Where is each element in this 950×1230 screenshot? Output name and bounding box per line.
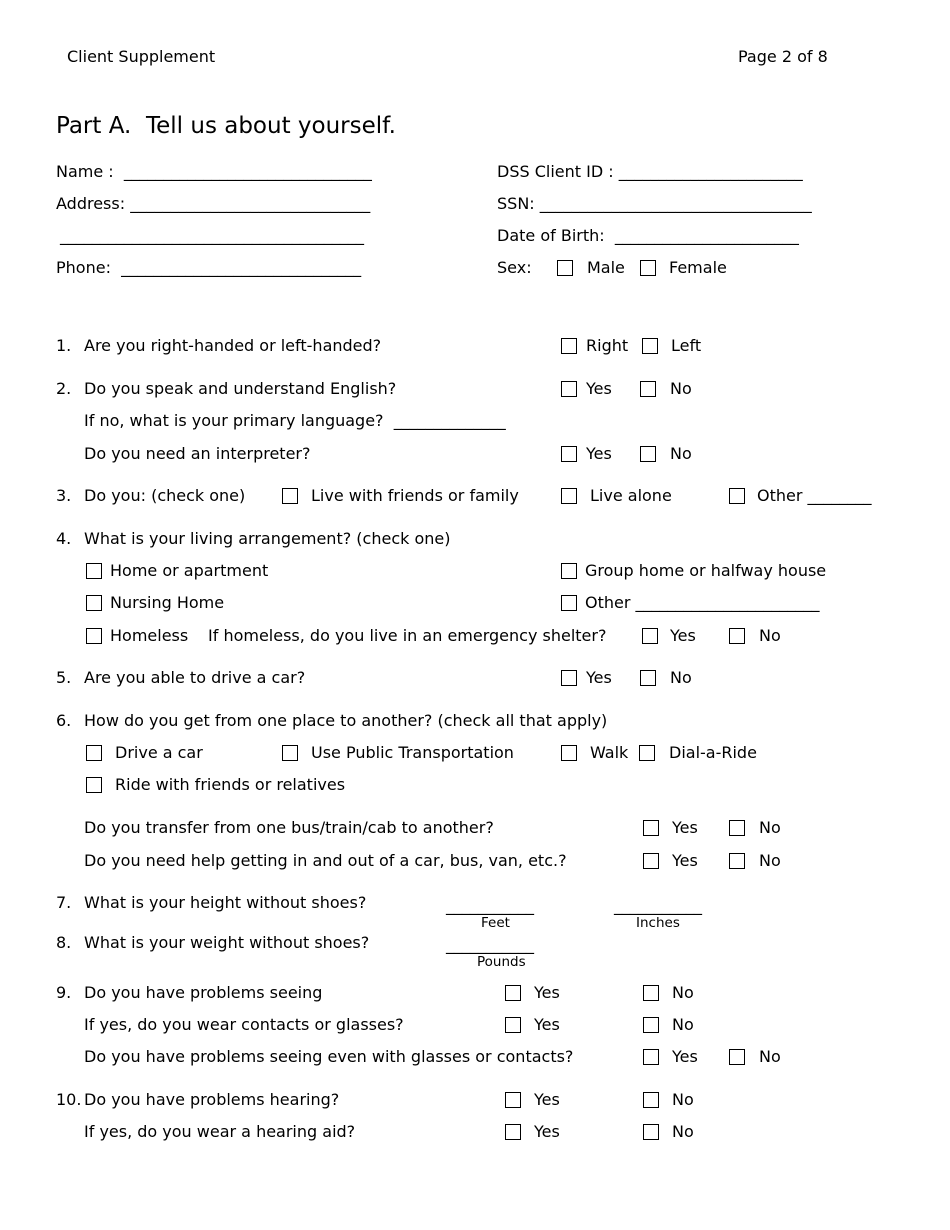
q6-drive-checkbox[interactable]	[86, 745, 102, 761]
q6-text: How do you get from one place to another? (check all that apply)	[84, 711, 608, 730]
q2-interpreter-yes-checkbox[interactable]	[561, 446, 577, 462]
q6-transfer-no-checkbox[interactable]	[729, 820, 745, 836]
q6-transfer-text: Do you transfer from one bus/train/cab to another?	[84, 818, 494, 837]
name-field[interactable]: Name : _______________________________	[56, 162, 372, 181]
q4-group-home-label: Group home or halfway house	[585, 561, 827, 580]
q10-hearing-aid-yes-checkbox[interactable]	[505, 1124, 521, 1140]
q4-shelter-no-label: No	[759, 626, 781, 645]
q6-help-no-label: No	[759, 851, 781, 870]
q5-number: 5.	[56, 668, 72, 687]
q9-yes-checkbox[interactable]	[505, 985, 521, 1001]
q4-nursing-home-label: Nursing Home	[110, 593, 225, 612]
q10-no-label: No	[672, 1090, 694, 1109]
sex-female-checkbox[interactable]	[640, 260, 656, 276]
q4-home-checkbox[interactable]	[86, 563, 102, 579]
q9-no-checkbox[interactable]	[643, 985, 659, 1001]
q4-shelter-yes-checkbox[interactable]	[642, 628, 658, 644]
q5-no-label: No	[670, 668, 692, 687]
q9-still-problems-yes-checkbox[interactable]	[643, 1049, 659, 1065]
q10-hearing-aid-no-label: No	[672, 1122, 694, 1141]
q1-left-checkbox[interactable]	[642, 338, 658, 354]
q10-hearing-aid-text: If yes, do you wear a hearing aid?	[84, 1122, 356, 1141]
q7-number: 7.	[56, 893, 72, 912]
q9-yes-label: Yes	[534, 983, 560, 1002]
address-line2-field[interactable]: ______________________________________	[60, 226, 364, 245]
q10-hearing-aid-yes-label: Yes	[534, 1122, 560, 1141]
q9-no-label: No	[672, 983, 694, 1002]
q9-still-problems-yes-label: Yes	[672, 1047, 698, 1066]
q10-hearing-aid-no-checkbox[interactable]	[643, 1124, 659, 1140]
q1-number: 1.	[56, 336, 72, 355]
q9-glasses-text: If yes, do you wear contacts or glasses?	[84, 1015, 404, 1034]
q5-yes-checkbox[interactable]	[561, 670, 577, 686]
q5-no-checkbox[interactable]	[640, 670, 656, 686]
q9-glasses-no-label: No	[672, 1015, 694, 1034]
q6-number: 6.	[56, 711, 72, 730]
q4-home-label: Home or apartment	[110, 561, 269, 580]
q2-interpreter-text: Do you need an interpreter?	[84, 444, 311, 463]
q9-still-problems-text: Do you have problems seeing even with glasses or contacts?	[84, 1047, 574, 1066]
address-field[interactable]: Address: ______________________________	[56, 194, 371, 213]
q7-feet-field[interactable]: ___________	[446, 896, 534, 915]
q1-text: Are you right-handed or left-handed?	[84, 336, 382, 355]
q5-text: Are you able to drive a car?	[84, 668, 306, 687]
q2-yes-label: Yes	[586, 379, 612, 398]
q9-glasses-yes-label: Yes	[534, 1015, 560, 1034]
q9-still-problems-no-label: No	[759, 1047, 781, 1066]
q9-number: 9.	[56, 983, 72, 1002]
dss-client-id-field[interactable]: DSS Client ID : _______________________	[497, 162, 803, 181]
phone-field[interactable]: Phone: ______________________________	[56, 258, 362, 277]
q3-text: Do you: (check one)	[84, 486, 246, 505]
q6-walk-checkbox[interactable]	[561, 745, 577, 761]
q6-help-no-checkbox[interactable]	[729, 853, 745, 869]
q3-other-field[interactable]: Other ________	[757, 486, 872, 505]
q2-number: 2.	[56, 379, 72, 398]
q4-shelter-yes-label: Yes	[670, 626, 696, 645]
header-title: Client Supplement	[67, 47, 216, 66]
q8-text: What is your weight without shoes?	[84, 933, 370, 952]
q6-drive-label: Drive a car	[115, 743, 203, 762]
q2-no-checkbox[interactable]	[640, 381, 656, 397]
q1-left-label: Left	[671, 336, 702, 355]
q9-glasses-yes-checkbox[interactable]	[505, 1017, 521, 1033]
q4-text: What is your living arrangement? (check one)	[84, 529, 451, 548]
q6-dial-a-ride-label: Dial-a-Ride	[669, 743, 757, 762]
dob-field[interactable]: Date of Birth: _______________________	[497, 226, 799, 245]
q2-interpreter-no-checkbox[interactable]	[640, 446, 656, 462]
q6-public-transport-checkbox[interactable]	[282, 745, 298, 761]
q4-other-checkbox[interactable]	[561, 595, 577, 611]
q6-help-yes-label: Yes	[672, 851, 698, 870]
q4-homeless-label: Homeless	[110, 626, 189, 645]
q6-transfer-yes-label: Yes	[672, 818, 698, 837]
q7-inches-caption: Inches	[636, 915, 680, 931]
q6-public-transport-label: Use Public Transportation	[311, 743, 514, 762]
sex-label: Sex:	[497, 258, 532, 277]
q2-no-label: No	[670, 379, 692, 398]
q3-number: 3.	[56, 486, 72, 505]
page-title: Part A. Tell us about yourself.	[56, 113, 396, 139]
q10-text: Do you have problems hearing?	[84, 1090, 340, 1109]
q8-number: 8.	[56, 933, 72, 952]
q9-still-problems-no-checkbox[interactable]	[729, 1049, 745, 1065]
q9-text: Do you have problems seeing	[84, 983, 323, 1002]
q2-yes-checkbox[interactable]	[561, 381, 577, 397]
q1-right-label: Right	[586, 336, 629, 355]
q4-other-field[interactable]: Other _______________________	[585, 593, 820, 612]
q5-yes-label: Yes	[586, 668, 612, 687]
q9-glasses-no-checkbox[interactable]	[643, 1017, 659, 1033]
q3-friends-family-checkbox[interactable]	[282, 488, 298, 504]
ssn-field[interactable]: SSN: __________________________________	[497, 194, 812, 213]
q6-ride-friends-checkbox[interactable]	[86, 777, 102, 793]
q7-inches-field[interactable]: ___________	[614, 896, 702, 915]
q2-text: Do you speak and understand English?	[84, 379, 397, 398]
q4-shelter-text: If homeless, do you live in an emergency shelter?	[208, 626, 607, 645]
q6-help-yes-checkbox[interactable]	[643, 853, 659, 869]
q4-group-home-checkbox[interactable]	[561, 563, 577, 579]
q6-walk-label: Walk	[590, 743, 629, 762]
page-number: Page 2 of 8	[738, 47, 828, 66]
sex-male-checkbox[interactable]	[557, 260, 573, 276]
q10-no-checkbox[interactable]	[643, 1092, 659, 1108]
q4-homeless-checkbox[interactable]	[86, 628, 102, 644]
q3-alone-label: Live alone	[590, 486, 672, 505]
q1-right-checkbox[interactable]	[561, 338, 577, 354]
sex-male-label: Male	[587, 258, 625, 277]
q3-other-checkbox[interactable]	[729, 488, 745, 504]
q7-text: What is your height without shoes?	[84, 893, 367, 912]
q3-alone-checkbox[interactable]	[561, 488, 577, 504]
q2-interpreter-no-label: No	[670, 444, 692, 463]
q6-dial-a-ride-checkbox[interactable]	[639, 745, 655, 761]
q10-yes-label: Yes	[534, 1090, 560, 1109]
sex-female-label: Female	[669, 258, 727, 277]
q6-ride-friends-label: Ride with friends or relatives	[115, 775, 346, 794]
q6-help-text: Do you need help getting in and out of a car, bus, van, etc.?	[84, 851, 567, 870]
q3-friends-family-label: Live with friends or family	[311, 486, 519, 505]
q4-number: 4.	[56, 529, 72, 548]
q4-nursing-home-checkbox[interactable]	[86, 595, 102, 611]
q2-primary-language-field[interactable]: If no, what is your primary language? ______________	[84, 411, 506, 430]
q6-transfer-yes-checkbox[interactable]	[643, 820, 659, 836]
q10-yes-checkbox[interactable]	[505, 1092, 521, 1108]
q2-interpreter-yes-label: Yes	[586, 444, 612, 463]
q8-pounds-caption: Pounds	[477, 954, 526, 970]
q6-transfer-no-label: No	[759, 818, 781, 837]
q7-feet-caption: Feet	[481, 915, 510, 931]
q4-shelter-no-checkbox[interactable]	[729, 628, 745, 644]
q10-number: 10.	[56, 1090, 82, 1109]
q8-pounds-field[interactable]: ___________	[446, 935, 534, 954]
